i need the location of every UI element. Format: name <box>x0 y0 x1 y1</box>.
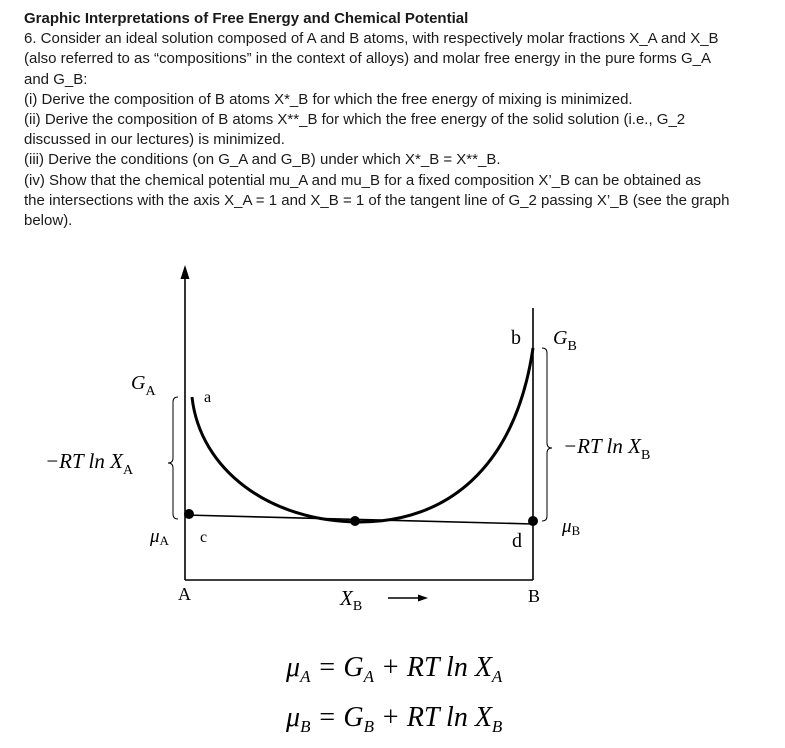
problem-line: 6. Consider an ideal solution composed of A and B atoms, with respectively molar fractions X_A and X_B <box>24 30 719 48</box>
right-brace <box>542 348 552 521</box>
equation-mu-b: $\mu_B = G_B$ + RT $\ln X_B$ <box>286 702 503 736</box>
axis-arrow-head <box>181 265 190 279</box>
problem-line: the intersections with the axis X_A = 1 and X_B = 1 of the tangent line of G_2 passing X’_B (see the graph <box>24 191 730 209</box>
label-minus-rt-ln-xb: −RT $\ln X_B$ <box>563 434 651 463</box>
axis-label-b: B <box>528 586 541 606</box>
point-c <box>184 509 194 519</box>
label-d: d <box>512 530 522 552</box>
point-d <box>528 516 538 526</box>
label-gb: $G_B$ <box>553 327 577 354</box>
label-c: c <box>200 529 208 546</box>
tangent-point <box>350 516 360 526</box>
g2-curve <box>192 348 533 522</box>
axis-label-xb: $X_B$ <box>340 586 363 614</box>
left-brace <box>168 397 178 519</box>
problem-title: Graphic Interpretations of Free Energy and Chemical Potential <box>24 10 469 27</box>
problem-line: (iii) Derive the conditions (on G_A and G_B) under which X*_B = X**_B. <box>24 151 501 169</box>
label-b: b <box>511 327 521 349</box>
label-a: a <box>204 389 212 406</box>
label-minus-rt-ln-xa: −RT $\ln X_A$ <box>45 449 134 478</box>
problem-line: (iv) Show that the chemical potential mu_A and mu_B for a fixed composition X’_B can be obtained as <box>24 171 702 189</box>
axis-label-a: A <box>178 584 191 604</box>
equation-mu-a: $\mu_A = G_A$ + RT $\ln X_A$ <box>286 652 503 686</box>
problem-line: (also referred to as “compositions” in the context of alloys) and molar free energy in the pure forms G_A <box>24 50 711 68</box>
problem-line: discussed in our lectures) is minimized. <box>24 131 285 149</box>
label-ga: $G_A$ <box>131 372 156 399</box>
label-mu-b: μB <box>562 516 581 538</box>
problem-line: and G_B: <box>24 70 88 88</box>
problem-line: below). <box>24 212 73 230</box>
label-mu-a: μA <box>150 526 169 548</box>
problem-line: (i) Derive the composition of B atoms X*_B for which the free energy of mixing is minimized. <box>24 90 633 108</box>
xb-arrow-head <box>418 595 428 602</box>
problem-line: (ii) Derive the composition of B atoms X**_B for which the free energy of the solid solution (i.e., G_2 <box>24 111 686 129</box>
